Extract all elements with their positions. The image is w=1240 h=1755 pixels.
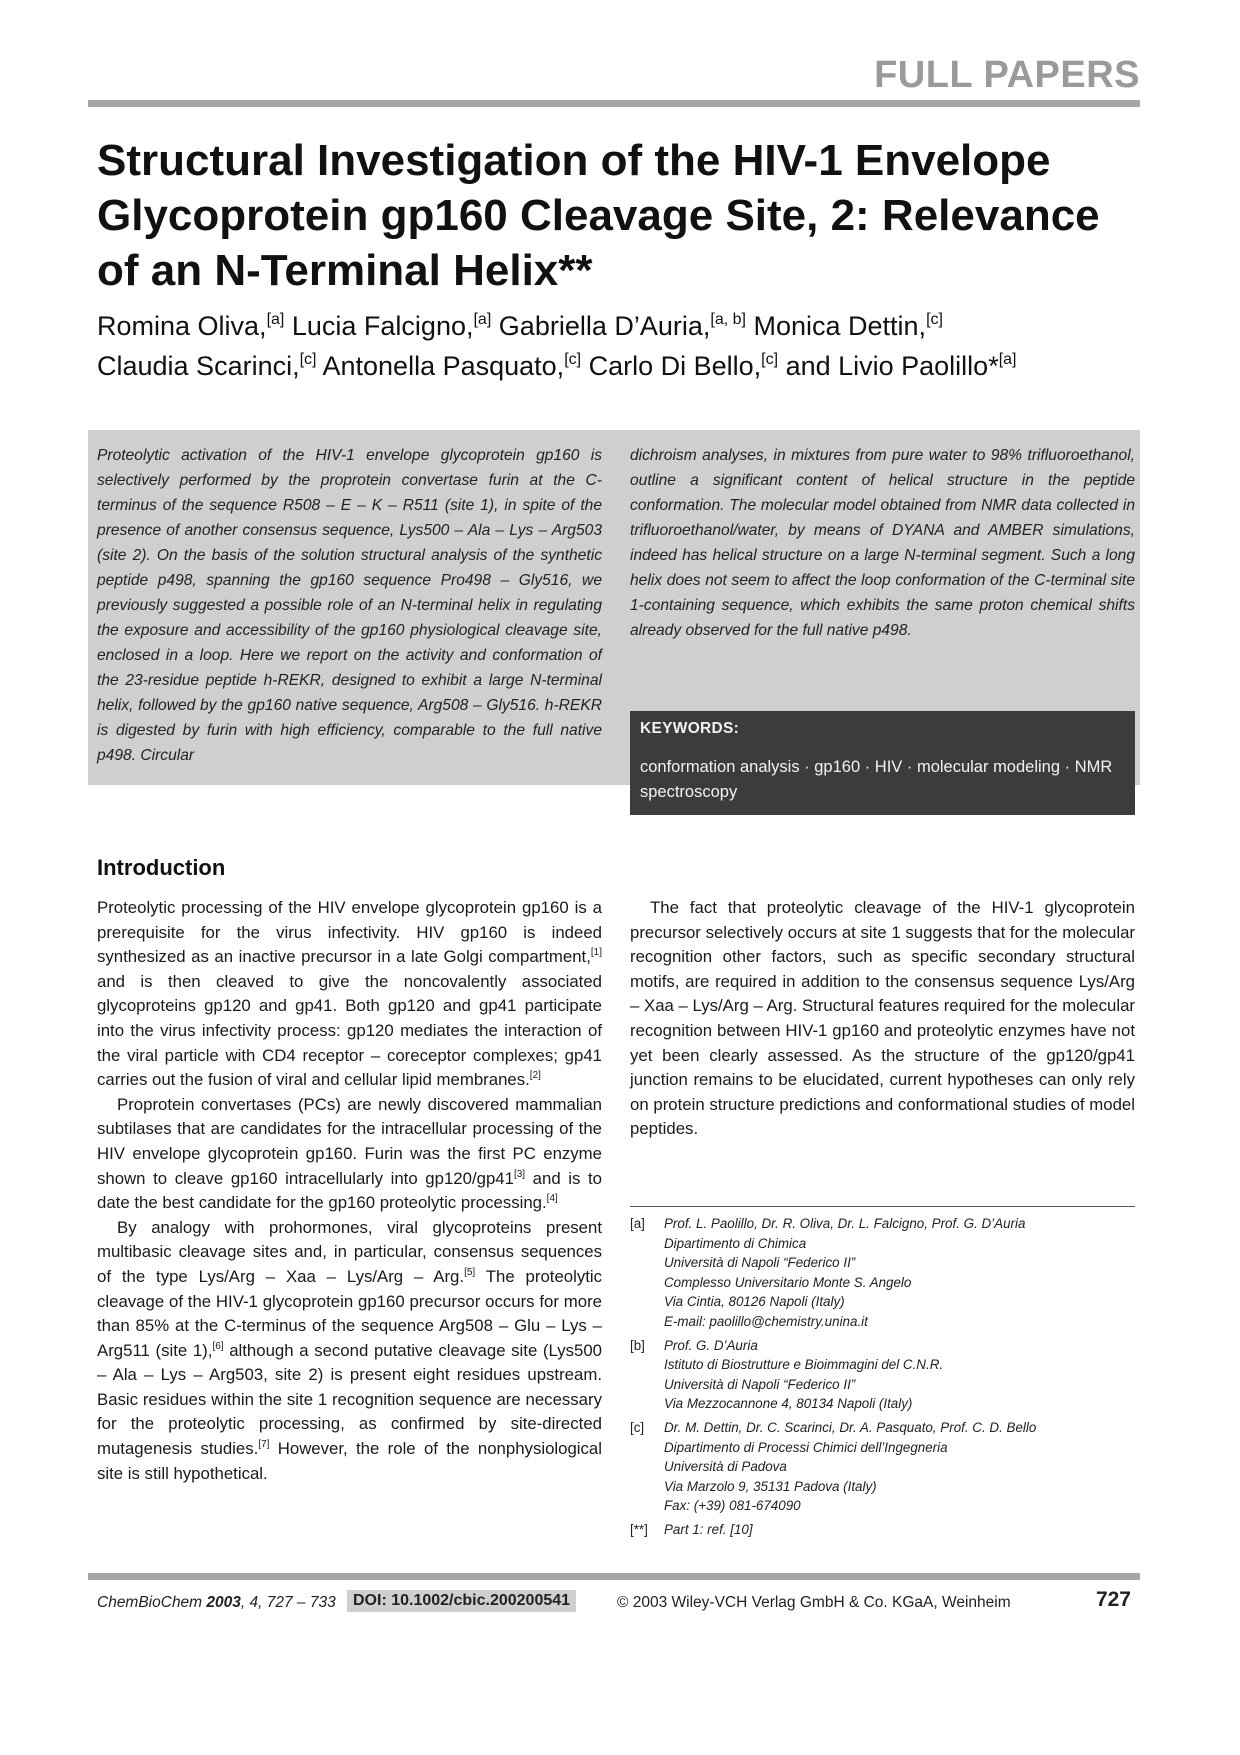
abstract-left-column: Proteolytic activation of the HIV-1 envelope glycoprotein gp160 is selectively performed by the proprotein convertase furin at the C-terminus of the sequence R508 – E – K – R511 (site 1), in spite of the presence of another consensus sequence, Lys500 – Ala – Lys – Arg503 (site 2). On the basis of the solution structural analysis of the synthetic peptide p498, spanning the gp160 sequence Pro498 – Gly516, we previously suggested a possible role of an N-terminal helix in regulating the exposure and accessibility of the gp160 physiological cleavage site, enclosed in a loop. Here we report on the activity and conformation of the 23-residue peptide h-REKR, designed to exhibit a large N-terminal helix, followed by the gp160 native sequence, Arg508 – Gly516. h-REKR is digested by furin with high efficiency, comparable to the full native p498. Circular — [97, 447, 602, 764]
section-label: FULL PAPERS — [874, 54, 1140, 96]
author — [753, 311, 942, 341]
author-name: and Livio Paolillo* — [785, 351, 999, 381]
introduction-right-column — [630, 896, 1135, 1142]
affiliation-tag: [a] — [630, 1216, 645, 1231]
citation-ref[interactable]: [1] — [590, 947, 602, 959]
citation-ref[interactable]: [3] — [513, 1168, 526, 1180]
author — [323, 351, 582, 381]
citation-ref[interactable]: [7] — [258, 1439, 270, 1451]
author-affiliation-mark: [c] — [926, 311, 943, 328]
paragraph: The fact that proteolytic cleavage of the HIV-1 glycoprotein precursor selectively occurs at site 1 suggests that for the molecular recognition other factors, such as specific secondary structural motifs, are required in addition to the consensus sequence Lys/Arg – Xaa – Lys/Arg – Arg. Structural features required for the molecular recognition between HIV-1 gp160 and proteolytic enzymes have not yet been clearly assessed. As the structure of the gp120/gp41 junction remains to be elucidated, current hypotheses can only rely on protein structure predictions and conformational studies of model peptides. — [630, 898, 1135, 1139]
introduction-left-column — [97, 896, 602, 1486]
keywords-text: conformation analysis · gp160 · HIV · molecular modeling · NMR spectroscopy — [640, 758, 1113, 801]
affiliation-line: Università di Napoli “Federico II” — [664, 1255, 856, 1271]
author — [97, 351, 316, 381]
affiliation-line: Dipartimento di Chimica — [664, 1235, 807, 1251]
affiliation-line: Prof. G. D’Auria — [664, 1337, 758, 1353]
author-list — [97, 306, 1147, 386]
keywords-heading: KEYWORDS: — [640, 720, 740, 737]
footer-citation: ChemBioChem 2003, 4, 727 – 733 — [97, 1594, 336, 1611]
affiliation-line: Via Cintia, 80126 Napoli (Italy) — [664, 1294, 845, 1310]
author — [589, 351, 778, 381]
affiliation-line: Dr. M. Dettin, Dr. C. Scarinci, Dr. A. Pasquato, Prof. C. D. Bello — [664, 1419, 1037, 1435]
paragraph: By analogy with prohormones, viral glycoproteins present multibasic cleavage sites and, in particular, consensus sequences of the type Lys/Arg – Xaa – Lys/Arg – Arg.[5] The proteolytic cleavage of the HIV-1 glycoprotein gp160 precursor occurs for more than 85% at the C-terminus of the sequence Arg508 – Glu – Lys – Arg511 (site 1),[6] although a second putative cleavage site (Lys500 – Ala – Lys – Arg503, site 2) is present eight residues upstream. Basic residues within the site 1 recognition sequence are necessary for the proteolytic processing, as confirmed by site-directed mutagenesis studies.[7] However, the role of the nonphysiological site is still hypothetical. — [97, 1217, 603, 1483]
affiliation-line: Prof. L. Paolillo, Dr. R. Oliva, Dr. L. Falcigno, Prof. G. D’Auria — [664, 1216, 1026, 1231]
author-affiliation-mark: [c] — [761, 351, 779, 368]
affiliation-line: Università di Padova — [664, 1459, 787, 1475]
affiliation-line: Part 1: ref. [10] — [664, 1521, 753, 1537]
paragraph: Proprotein convertases (PCs) are newly discovered mammalian subtilases that are candidates for the intracellular processing of the HIV envelope glycoprotein gp160. Furin was the first PC enzyme shown to cleave gp160 intracellularly into gp120/gp41[3] and is to date the best candidate for the gp160 proteolytic processing.[4] — [97, 1094, 603, 1213]
author — [97, 311, 284, 341]
affiliation — [630, 1214, 1135, 1332]
citation-ref[interactable]: [4] — [546, 1193, 558, 1205]
author-name: Lucia Falcigno, — [291, 311, 474, 341]
affiliation-line: Via Marzolo 9, 35131 Padova (Italy) — [664, 1478, 877, 1494]
abstract-right-column: dichroism analyses, in mixtures from pure water to 98% trifluoroethanol, outline a significant content of helical structure in the peptide conformation. The molecular model obtained from NMR data collected in trifluoroethanol/water, by means of DYANA and AMBER simulations, indeed has helical structure on a large N-terminal segment. Such a long helix does not seem to affect the loop conformation of the C-terminal site 1-containing sequence, which exhibits the same proton chemical shifts already observed for the full native p498. — [630, 447, 1135, 639]
author-name: Romina Oliva, — [97, 311, 267, 341]
affiliation-rule — [630, 1206, 1135, 1207]
doi-label[interactable]: DOI: 10.1002/cbic.200200541 — [347, 1590, 576, 1612]
author-affiliation-mark: [c] — [299, 351, 317, 368]
affiliation-line: Fax: (+39) 081-674090 — [664, 1498, 801, 1514]
author-name: Claudia Scarinci, — [97, 351, 300, 381]
affiliation-line: Dipartimento di Processi Chimici dell’Ingegneria — [664, 1439, 948, 1455]
page-number: 727 — [1095, 1588, 1131, 1611]
keywords-box — [630, 711, 1135, 815]
author-name: Carlo Di Bello, — [588, 351, 762, 381]
author — [292, 311, 491, 341]
affiliation-tag: [b] — [630, 1337, 645, 1353]
top-rule — [88, 100, 1140, 107]
author-affiliation-mark: [a] — [473, 311, 492, 328]
introduction-heading: Introduction — [97, 855, 226, 880]
affiliation — [630, 1336, 1135, 1414]
article-title: Structural Investigation of the HIV-1 Envelope Glycoprotein gp160 Cleavage Site, 2: Relevance of an N-Terminal Helix** — [97, 136, 1100, 295]
citation-ref[interactable]: [2] — [529, 1070, 541, 1082]
page-footer — [97, 1590, 1137, 1616]
author-affiliation-mark: [a] — [266, 311, 285, 328]
author-affiliation-mark: [a, b] — [710, 311, 746, 328]
affiliation-tag: [**] — [630, 1521, 648, 1537]
author — [499, 311, 746, 341]
paragraph: Proteolytic processing of the HIV envelope glycoprotein gp160 is a prerequisite for the virus infectivity. HIV gp160 is indeed synthesized as an inactive precursor in a late Golgi compartment,[1] and is then cleaved to give the noncovalently associated glycoproteins gp120 and gp41. Both gp120 and gp41 participate into the virus infectivity process: gp120 mediates the interaction of the viral particle with CD4 receptor – coreceptor complexes; gp41 carries out the fusion of viral and cellular lipid membranes.[2] — [97, 898, 602, 1090]
affiliation — [630, 1520, 1135, 1540]
author-name: Antonella Pasquato, — [322, 351, 565, 381]
author-affiliation-mark: [c] — [564, 351, 582, 368]
affiliation-line: Complesso Universitario Monte S. Angelo — [664, 1274, 912, 1290]
affiliation-line: Istituto di Biostrutture e Bioimmagini del C.N.R. — [664, 1357, 944, 1373]
author-name: Monica Dettin, — [753, 311, 927, 341]
author — [786, 351, 1017, 381]
affiliation-line: Università di Napoli “Federico II” — [664, 1376, 856, 1392]
copyright: © 2003 Wiley-VCH Verlag GmbH & Co. KGaA, Weinheim — [617, 1594, 1011, 1611]
affiliation-list — [630, 1214, 1135, 1544]
affiliation-line: Via Mezzocannone 4, 80134 Napoli (Italy) — [664, 1396, 913, 1412]
bottom-rule — [88, 1573, 1140, 1580]
affiliation-line: E-mail: paolillo@chemistry.unina.it — [664, 1313, 868, 1329]
author-name: Gabriella D’Auria, — [498, 311, 711, 341]
affiliation — [630, 1418, 1135, 1516]
citation-ref[interactable]: [6] — [212, 1340, 224, 1352]
citation-ref[interactable]: [5] — [464, 1266, 476, 1278]
affiliation-tag: [c] — [630, 1419, 645, 1435]
author-affiliation-mark: [a] — [998, 351, 1017, 368]
